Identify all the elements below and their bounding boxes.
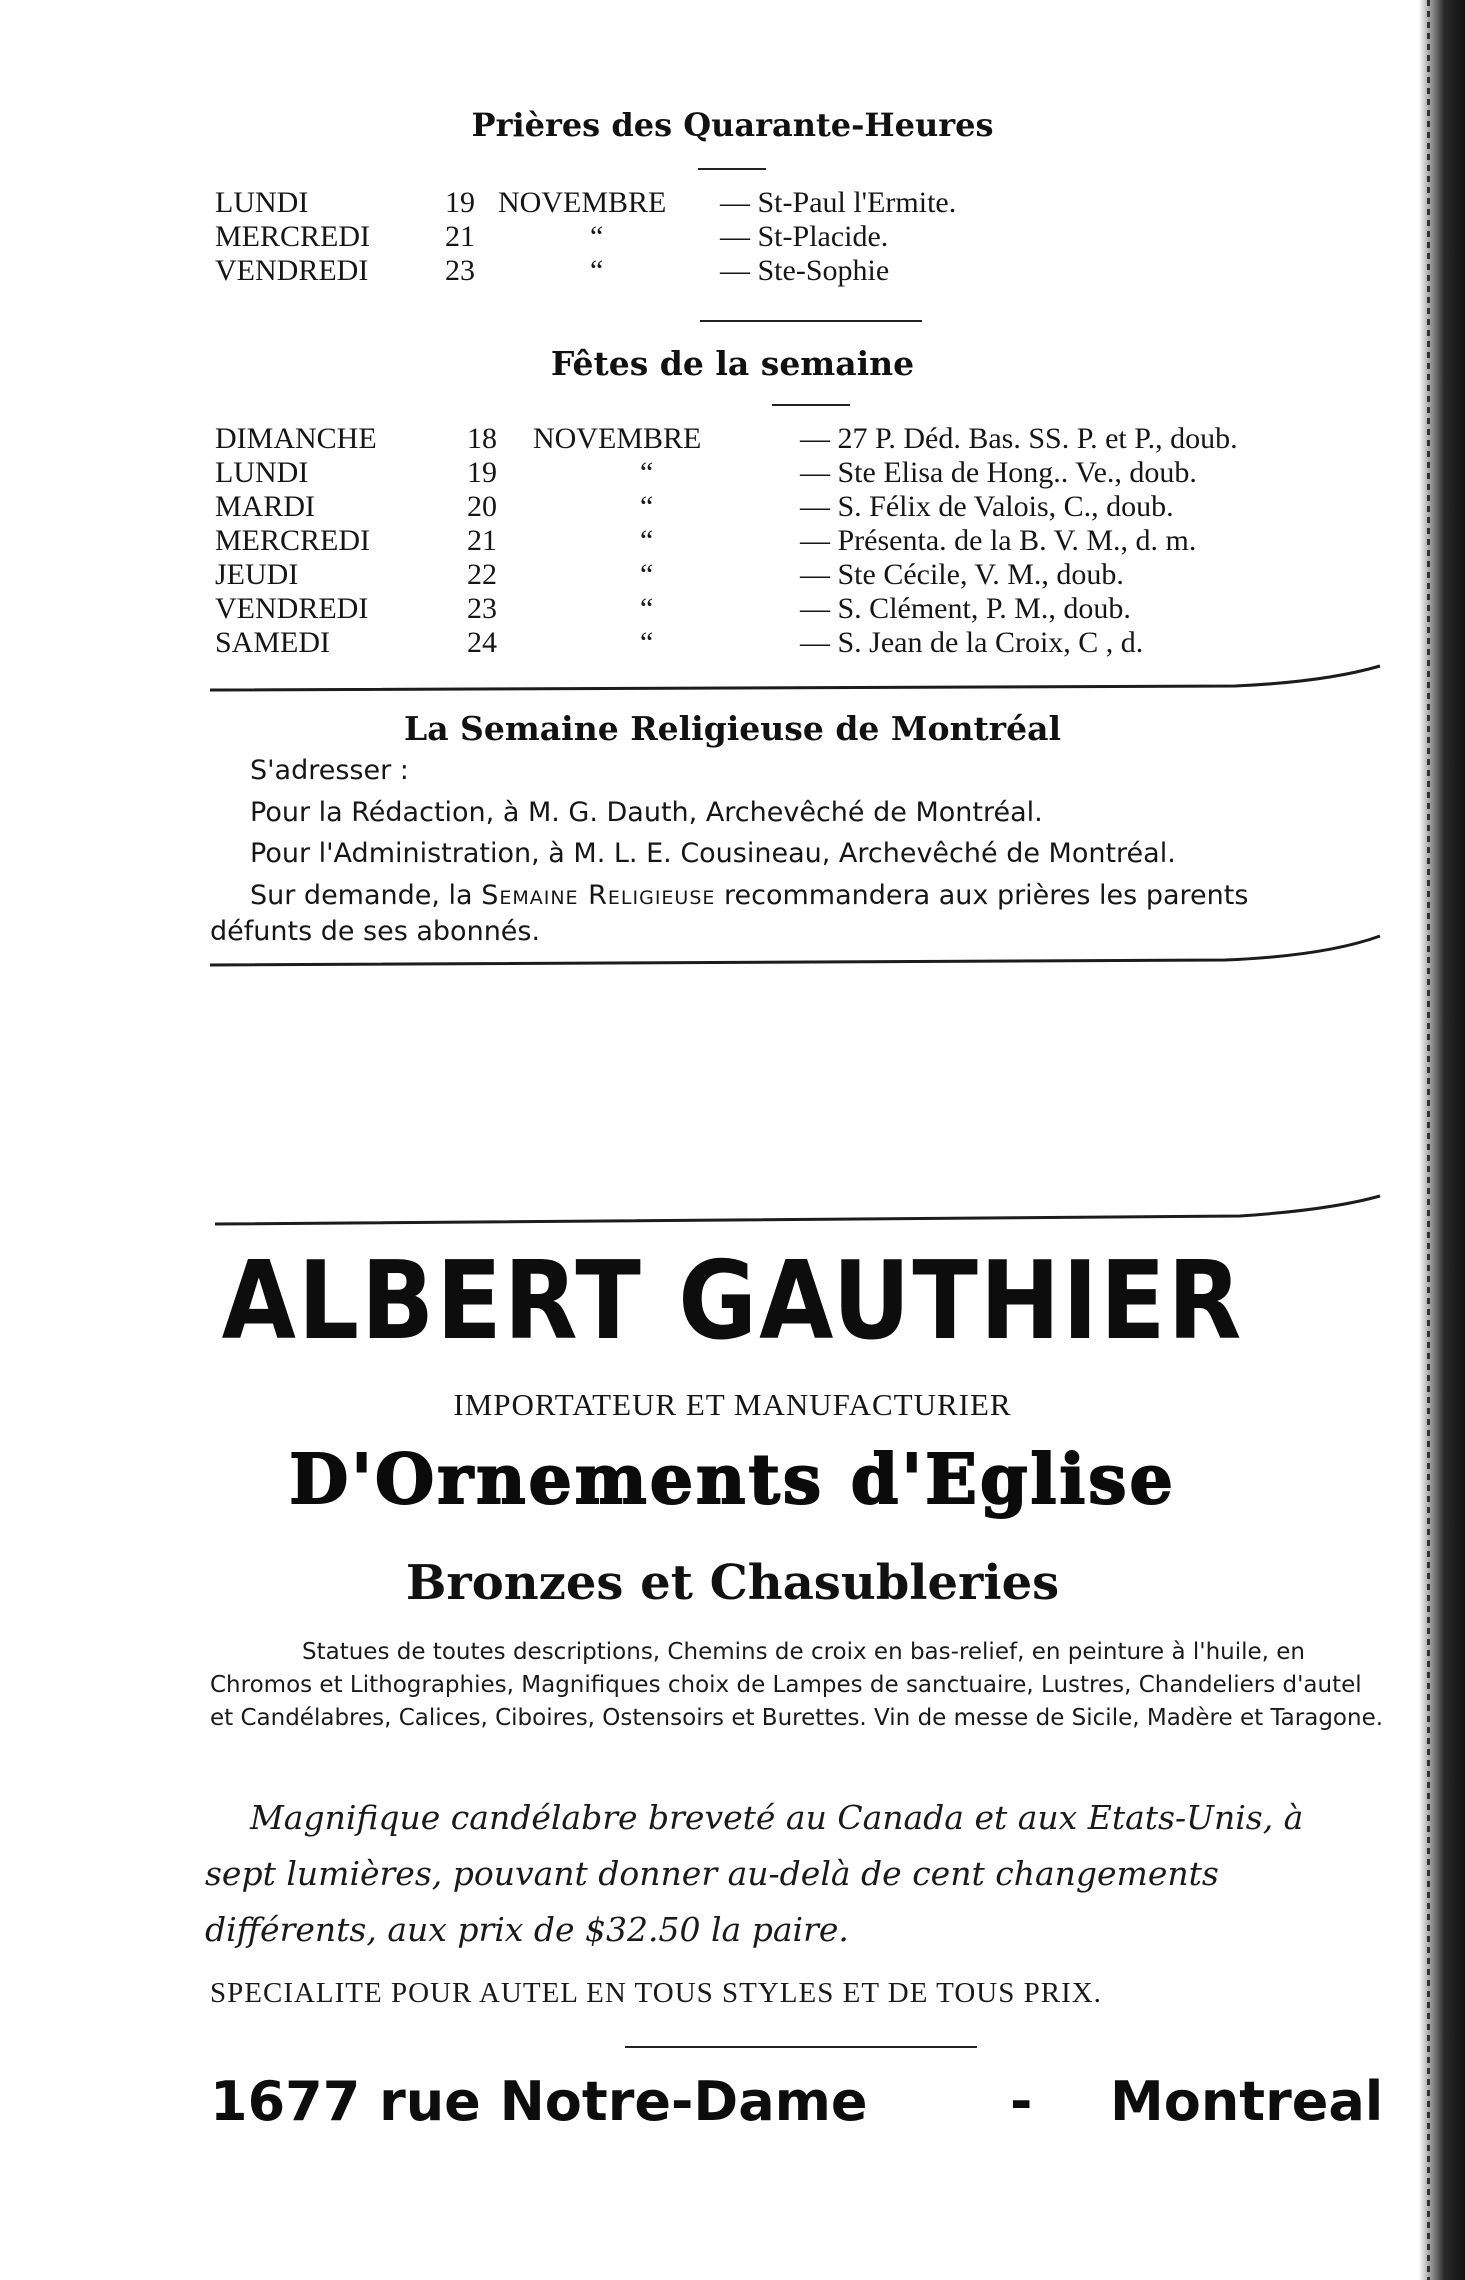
prieres-date: 19 [445,186,475,219]
fetes-feast: — S. Jean de la Croix, C , d. [800,626,1144,659]
fetes-month: “ [640,592,654,625]
ad-address-separator: - [1010,2070,1033,2133]
fetes-title-underline [772,404,850,406]
prieres-date: 21 [445,220,475,253]
page-binding-edge [1419,0,1465,2280]
ad-description: Statues de toutes descriptions, Chemins de croix en bas-relief, en peinture à l'huile, en Chromos et Lithographies, Magnifiques choix de Lampes de sanctuaire, Lustres, Chandeliers d'autel et Candélabres, Calices, Ciboires, Ostensoirs et Burettes. Vin de messe de Sicile, Madère et Taragone. [210,1639,1384,1731]
fetes-row [215,626,1385,660]
section-divider [700,320,922,322]
fetes-feast: — Ste Cécile, V. M., doub. [800,558,1124,591]
fetes-day: MERCREDI [215,524,371,557]
fetes-row [215,456,1385,490]
fetes-month: NOVEMBRE [533,422,702,455]
prieres-saint: — St-Placide. [720,220,889,253]
fetes-feast: — S. Félix de Valois, C., doub. [800,490,1174,523]
semaine-title: La Semaine Religieuse de Montréal [403,709,1061,748]
prieres-day: VENDREDI [215,254,369,287]
fetes-date: 23 [467,592,497,625]
semaine-demande-post: recommandera aux prières les parents [724,880,1249,911]
semaine-redaction: Pour la Rédaction, à M. G. Dauth, Archevêché de Montréal. [250,797,1043,828]
semaine-demande-line2: défunts de ses abonnés. [210,916,541,947]
fetes-feast: — 27 P. Déd. Bas. SS. P. et P., doub. [800,422,1238,455]
section-divider-curve [205,930,1385,970]
fetes-day: DIMANCHE [215,422,377,455]
fetes-month: “ [640,558,654,591]
semaine-demande-name: Semaine Religieuse [481,880,716,911]
fetes-row [215,524,1385,558]
ad-divider [625,2046,977,2048]
semaine-address-intro: S'adresser : [250,755,409,786]
prieres-saint: — Ste-Sophie [720,254,890,287]
ad-company-name: ALBERT GAUTHIER [221,1238,1244,1364]
prieres-schedule [215,186,1365,288]
prieres-saint: — St-Paul l'Ermite. [720,186,957,219]
ad-address [210,2070,1384,2140]
fetes-date: 21 [467,524,497,557]
prieres-month: “ [590,220,604,253]
ad-address-city: Montreal [1110,2070,1384,2133]
ad-address-street: 1677 rue Notre-Dame [210,2070,868,2133]
fetes-date: 19 [467,456,497,489]
ad-subtitle: IMPORTATEUR ET MANUFACTURIER [453,1387,1012,1422]
fetes-day: MARDI [215,490,316,523]
fetes-row [215,422,1385,456]
fetes-day: JEUDI [215,558,299,591]
ad-candelabre: Magnifique candélabre breveté au Canada et aux Etats-Unis, à sept lumières, pouvant donner au-delà de cent changements différents, aux prix de $32.50 la paire. [205,1798,1304,1949]
fetes-date: 24 [467,626,497,659]
ad-specialite: SPECIALITE POUR AUTEL EN TOUS STYLES ET DE TOUS PRIX. [210,1977,1102,2009]
fetes-date: 20 [467,490,497,523]
semaine-demande-pre: Sur demande, la [250,880,473,911]
prieres-date: 23 [445,254,475,287]
prieres-row [215,254,1365,288]
fetes-month: “ [640,524,654,557]
fetes-row [215,490,1385,524]
ad-ornements: D'Ornements d'Eglise [289,1440,1176,1520]
semaine-administration: Pour l'Administration, à M. L. E. Cousineau, Archevêché de Montréal. [250,838,1176,869]
fetes-title: Fêtes de la semaine [550,344,915,383]
prieres-day: MERCREDI [215,220,371,253]
fetes-row [215,558,1385,592]
ad-bronzes: Bronzes et Chasubleries [405,1555,1060,1611]
prieres-title: Prières des Quarante-Heures [471,106,994,144]
fetes-schedule [215,422,1385,660]
fetes-day: VENDREDI [215,592,369,625]
prieres-month: “ [590,254,604,287]
section-divider-curve [205,660,1385,694]
fetes-date: 22 [467,558,497,591]
fetes-feast: — Présenta. de la B. V. M., d. m. [800,524,1197,557]
fetes-month: “ [640,490,654,523]
prieres-row [215,186,1365,220]
fetes-feast: — S. Clément, P. M., doub. [800,592,1131,625]
fetes-month: “ [640,456,654,489]
fetes-date: 18 [467,422,497,455]
fetes-feast: — Ste Elisa de Hong.. Ve., doub. [800,456,1197,489]
prieres-row [215,220,1365,254]
prieres-day: LUNDI [215,186,309,219]
fetes-row [215,592,1385,626]
prieres-month: NOVEMBRE [498,186,667,219]
fetes-day: SAMEDI [215,626,331,659]
prieres-title-underline [698,168,766,170]
ad-top-border [210,1190,1390,1230]
fetes-day: LUNDI [215,456,309,489]
fetes-month: “ [640,626,654,659]
semaine-demande [250,880,1248,911]
